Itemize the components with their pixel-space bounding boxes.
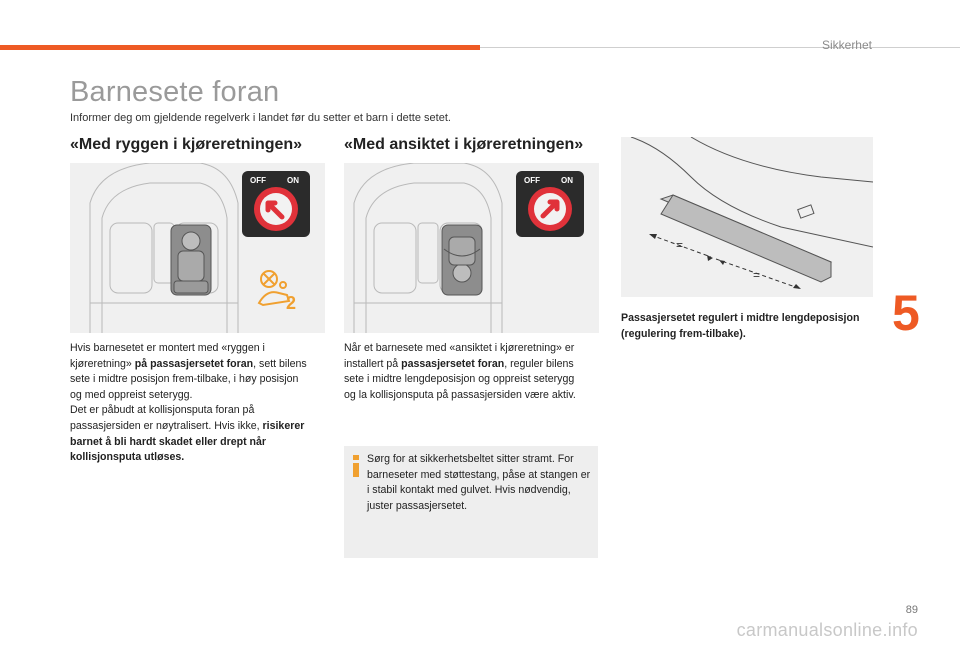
section-title: Sikkerhet [821,38,872,52]
forward-facing-heading: «Med ansiktet i kjøreretningen» [344,136,584,153]
rear-facing-body [70,341,310,466]
info-icon [351,455,361,477]
intro-text: Informer deg om gjeldende regelverk i landet før du setter et barn i dette setet. [70,112,451,124]
rear-facing-heading: «Med ryggen i kjøreretningen» [70,136,303,153]
rear-facing-text-3: Det er påbudt at kollisjonsputa foran på passasjersiden er nøytralisert. Hvis ikke, [70,404,260,432]
seat-figure-caption: Passasjersetet regulert i midtre lengdeposisjon (regulering frem-tilbake). [621,312,860,340]
forward-facing-text-1: Når et barnesete med «ansiktet i kjøreretning» er installert på [344,342,575,370]
rear-facing-text-bold: på passasjersetet foran [134,357,254,370]
rear-facing-text-1: Hvis barnesetet er montert med «ryggen i kjøreretning» [70,342,265,370]
header-accent-bar [0,45,480,50]
forward-facing-figure [344,163,599,333]
info-text: Sørg for at sikkerhetsbeltet sitter stramt. For barneseter med støttestang, påse at stangen er i stabil kontakt med gulvet. Hvis nødvendig, juster passasjersetet. [367,453,591,512]
forward-facing-text-2: , reguler bilens sete i midtre lengdeposisjon og oppreist seterygg og la kollisjonsputa på passasjersiden være aktiv. [344,357,576,401]
switch-off-label: OFF [524,176,540,185]
page-title: Barnesete foran [70,76,280,108]
rear-facing-figure [70,163,325,333]
page-number: 89 [905,604,918,616]
rear-facing-warning: risikerer barnet å bli hardt skadet eller drept når kollisjonsputa utløses. [70,419,305,464]
switch-on-label: ON [287,176,299,185]
chapter-number: 5 [892,285,920,341]
rear-facing-text-2: , sett bilens sete i midtre posisjon frem-tilbake, i høy posisjon og med oppreist seterygg. [70,357,307,401]
switch-on-label: ON [561,176,573,185]
svg-text:2: 2 [286,293,297,311]
svg-text:=: = [753,268,761,282]
seat-rail-figure [621,137,873,297]
header-rule [480,47,960,48]
forward-facing-text-bold: passasjersetet foran [401,357,505,370]
svg-text:=: = [676,238,684,252]
watermark: carmanualsonline.info [736,620,918,640]
airbag-warning-icon [253,267,301,311]
airbag-switch-off-icon [242,171,310,237]
seat-rail-illustration [621,137,873,297]
airbag-switch-on-icon [516,171,584,237]
switch-off-label: OFF [250,176,266,185]
forward-facing-body [344,341,584,403]
